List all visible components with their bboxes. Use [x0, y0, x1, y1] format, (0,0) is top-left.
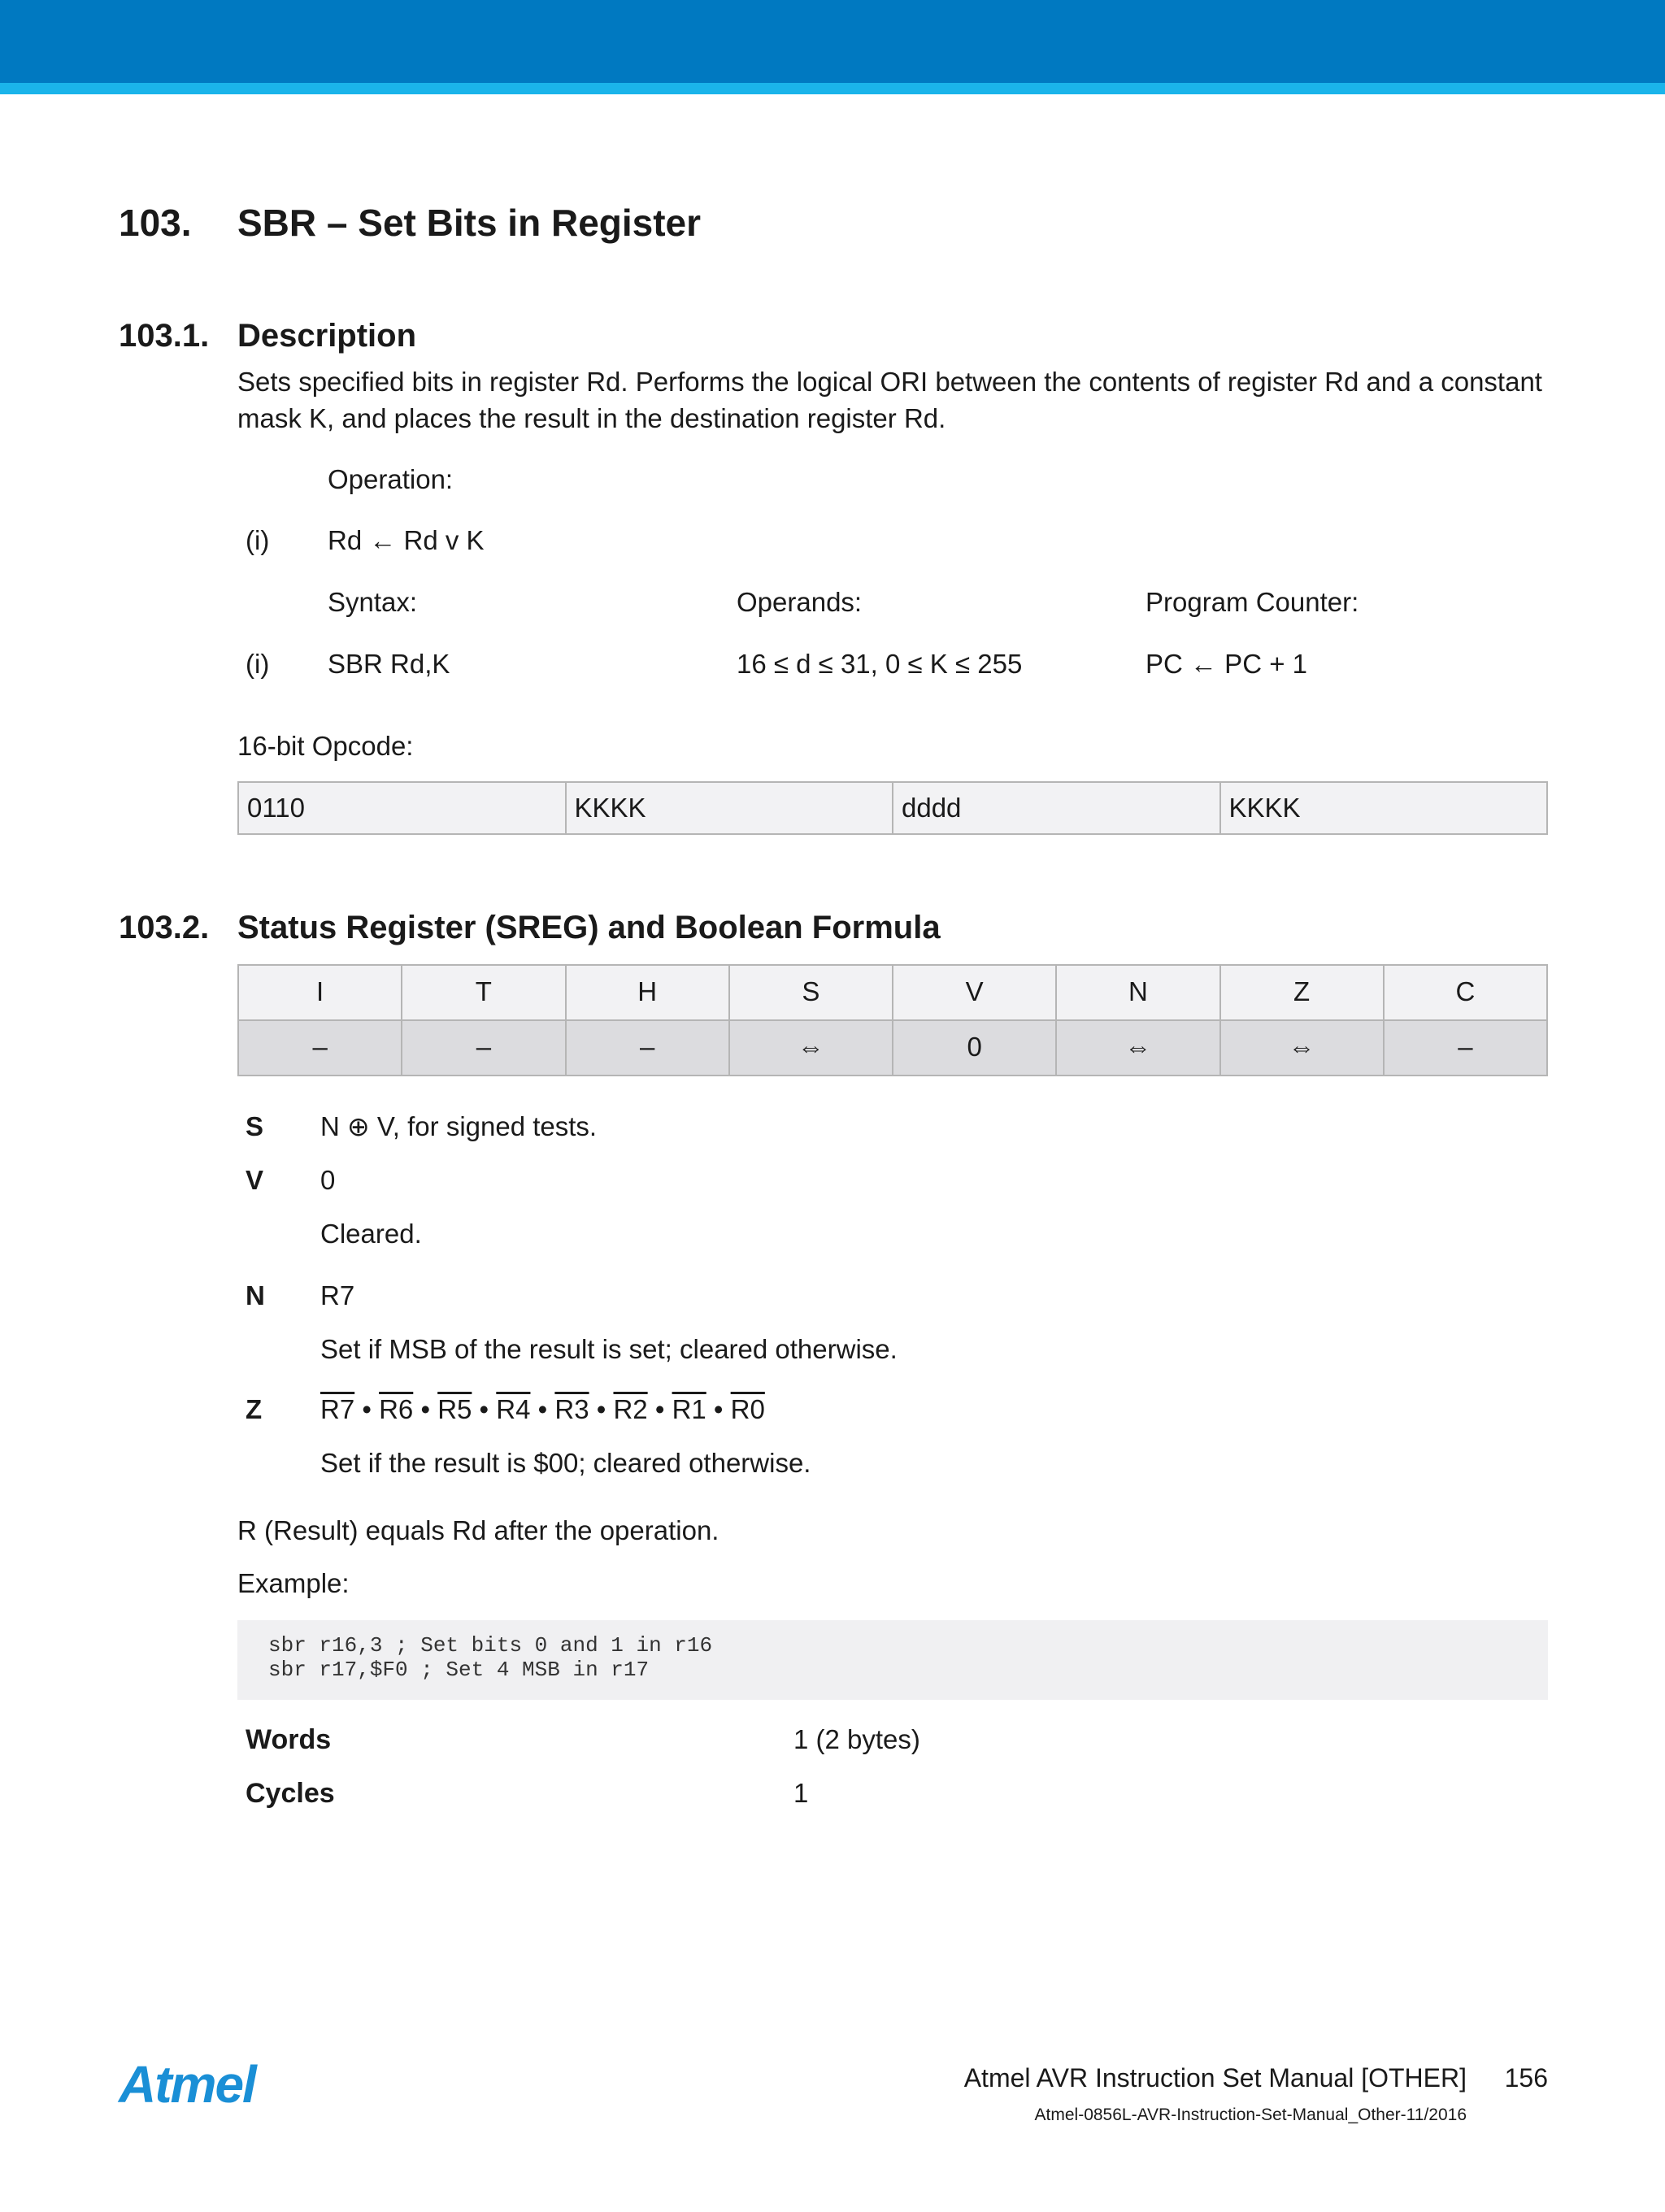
flag-s-label: S	[246, 1111, 264, 1141]
z-sep: •	[420, 1394, 431, 1424]
sreg-header-row	[239, 966, 1546, 1019]
z-sep: •	[596, 1394, 606, 1424]
sreg-flag-value: –	[567, 1021, 730, 1075]
flag-z-formula	[320, 1393, 765, 1427]
description-text: Sets specified bits in register Rd. Performs the logical ORI between the contents of register Rd and a constant mask K, and places the result in the destination register Rd.	[237, 367, 1542, 433]
opcode-cell: KKKK	[567, 783, 894, 833]
sreg-flag-value: –	[239, 1021, 402, 1075]
sreg-flag-header: H	[567, 966, 730, 1019]
subsection-title: Description	[237, 318, 417, 354]
sreg-flag-value: 0	[893, 1021, 1057, 1075]
header-stripe	[0, 83, 1665, 94]
result-note: R (Result) equals Rd after the operation.	[237, 1515, 719, 1545]
sreg-flag-header: C	[1455, 976, 1476, 1006]
sreg-flag-value: ⇔	[730, 1021, 893, 1075]
code-line: sbr r17,$F0 ; Set 4 MSB in r17	[268, 1658, 650, 1682]
words-label: Words	[246, 1724, 332, 1755]
cycles-value: 1	[793, 1778, 809, 1808]
flag-n-note: Set if MSB of the result is set; cleared otherwise.	[320, 1334, 898, 1364]
flag-z-label: Z	[246, 1394, 263, 1424]
z-bit: R1	[672, 1394, 706, 1424]
z-sep: •	[713, 1394, 724, 1424]
operation-label: Operation:	[328, 464, 454, 494]
operands-value: 16 ≤ d ≤ 31, 0 ≤ K ≤ 255	[737, 649, 1023, 679]
flag-v-formula: 0	[320, 1165, 336, 1195]
cycles-label: Cycles	[246, 1778, 335, 1809]
operands-label: Operands:	[737, 587, 863, 617]
z-bit: R0	[730, 1394, 765, 1424]
sreg-flag-header: T	[402, 966, 566, 1019]
section-title: SBR – Set Bits in Register	[237, 202, 702, 244]
opcode-cell: dddd	[893, 783, 1221, 833]
z-bit: R7	[320, 1394, 355, 1424]
sreg-value-row	[239, 1019, 1546, 1075]
z-sep: •	[537, 1394, 548, 1424]
example-label: Example:	[237, 1568, 350, 1598]
opcode-table	[237, 781, 1548, 835]
flag-v-note: Cleared.	[320, 1219, 422, 1249]
flag-s-formula: N ⊕ V, for signed tests.	[320, 1111, 598, 1141]
header-bar	[0, 0, 1665, 83]
opcode-cell: KKKK	[1228, 793, 1301, 823]
z-bit: R2	[613, 1394, 648, 1424]
program-counter-label: Program Counter:	[1146, 587, 1359, 617]
opcode-cell: 0110	[239, 783, 567, 833]
sreg-flag-value: ⇔	[1057, 1021, 1220, 1075]
flag-n-formula: R7	[320, 1280, 355, 1310]
opcode-label: 16-bit Opcode:	[237, 731, 414, 761]
subsection-number: 103.1.	[119, 318, 210, 354]
page-number: 156	[1504, 2063, 1548, 2092]
z-sep: •	[362, 1394, 372, 1424]
flag-n-label: N	[246, 1280, 265, 1310]
z-sep: •	[479, 1394, 489, 1424]
operation-formula: Rd ← Rd v K	[328, 525, 485, 555]
syntax-index: (i)	[246, 649, 270, 679]
flag-v-label: V	[246, 1165, 264, 1195]
footer-title: Atmel AVR Instruction Set Manual [OTHER]	[963, 2063, 1467, 2092]
sreg-flag-header: S	[730, 966, 893, 1019]
sreg-flag-value: ⇔	[1221, 1021, 1385, 1075]
syntax-value: SBR Rd,K	[328, 649, 450, 679]
subsection-title: Status Register (SREG) and Boolean Formula	[237, 910, 941, 945]
section-number: 103.	[119, 202, 192, 244]
sreg-flag-header: Z	[1221, 966, 1385, 1019]
words-value: 1 (2 bytes)	[793, 1724, 920, 1754]
z-bit: R5	[437, 1394, 472, 1424]
code-example	[237, 1620, 1548, 1700]
sreg-flag-header: V	[893, 966, 1057, 1019]
program-counter-value: PC ← PC + 1	[1146, 649, 1307, 679]
code-line: sbr r16,3 ; Set bits 0 and 1 in r16	[268, 1633, 713, 1658]
sreg-flag-value: –	[1458, 1032, 1473, 1062]
atmel-logo: Atmel	[119, 2055, 255, 2114]
document-id: Atmel-0856L-AVR-Instruction-Set-Manual_Other-11/2016	[1034, 2106, 1467, 2124]
sreg-flag-header: N	[1057, 966, 1220, 1019]
z-bit: R3	[554, 1394, 589, 1424]
z-bit: R4	[496, 1394, 531, 1424]
flag-z-note: Set if the result is $00; cleared otherwise.	[320, 1448, 811, 1478]
subsection-number: 103.2.	[119, 910, 210, 945]
sreg-flag-value: –	[402, 1021, 566, 1075]
z-bit: R6	[379, 1394, 414, 1424]
sreg-table	[237, 964, 1548, 1076]
sreg-flag-header: I	[239, 966, 402, 1019]
syntax-label: Syntax:	[328, 587, 418, 617]
z-sep: •	[654, 1394, 665, 1424]
operation-index: (i)	[246, 525, 270, 555]
